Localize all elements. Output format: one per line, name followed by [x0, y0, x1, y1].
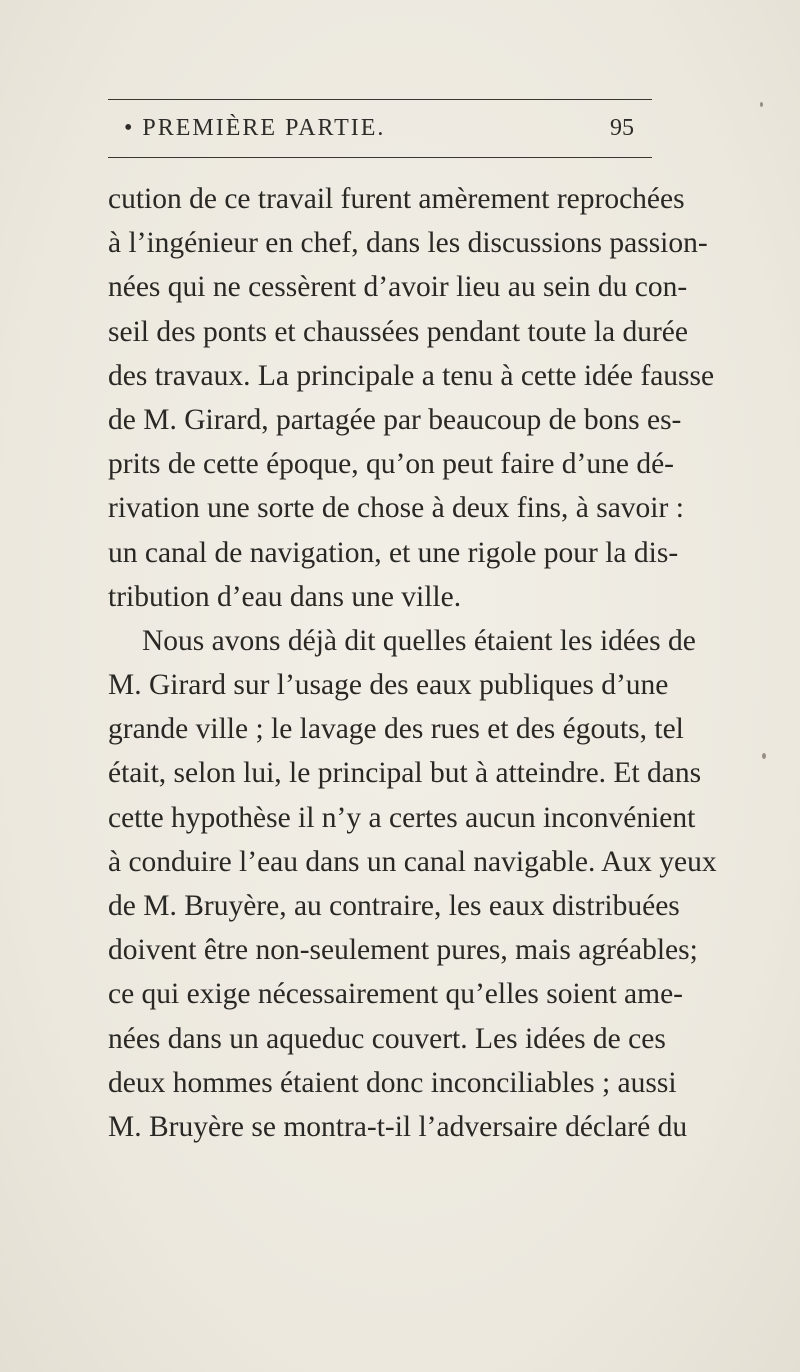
- text-line: de M. Bruyère, au contraire, les eaux distribuées: [108, 890, 680, 922]
- text-line: était, selon lui, le principal but à atteindre. Et dans: [108, 757, 702, 790]
- text-line: de M. Girard, partagée par beaucoup de bons es-: [108, 403, 682, 436]
- text-line: doivent être non-seulement pures, mais agréables;: [108, 934, 698, 967]
- header-top-rule: [108, 99, 652, 100]
- text-line: deux hommes étaient donc inconciliables ; aussi: [108, 1066, 677, 1099]
- text-line: ce qui exige nécessairement qu’elles soient ame-: [108, 978, 684, 1011]
- text-line: cette hypothèse il n’y a certes aucun inconvénient: [108, 801, 696, 834]
- text-line: prits de cette époque, qu’on peut faire d’une dé-: [108, 448, 675, 481]
- body-text: [108, 177, 717, 1149]
- paper-blemish: [760, 102, 763, 107]
- text-line: nées qui ne cessèrent d’avoir lieu au sein du con-: [108, 271, 688, 304]
- text-line: grande ville ; le lavage des rues et des égouts, tel: [108, 713, 684, 746]
- text-line: M. Girard sur l’usage des eaux publiques d’une: [108, 669, 669, 702]
- running-header-title: • PREMIÈRE PARTIE.: [124, 115, 386, 141]
- text-line: M. Bruyère se montra-t-il l’adversaire déclaré du: [108, 1110, 688, 1143]
- paper-blemish: [762, 753, 766, 759]
- header-bottom-rule: [108, 157, 652, 158]
- text-line: à conduire l’eau dans un canal navigable. Aux yeux: [108, 845, 717, 878]
- text-line: à l’ingénieur en chef, dans les discussions passion-: [108, 227, 708, 260]
- text-line: un canal de navigation, et une rigole pour la dis-: [108, 536, 679, 569]
- text-line: nées dans un aqueduc couvert. Les idées de ces: [108, 1022, 666, 1055]
- text-line: des travaux. La principale a tenu à cette idée fausse: [108, 359, 715, 392]
- text-line: rivation une sorte de chose à deux fins, à savoir :: [108, 492, 684, 525]
- text-line: cution de ce travail furent amèrement reprochées: [108, 183, 685, 215]
- page-number: 95: [610, 115, 634, 141]
- text-line: seil des ponts et chaussées pendant toute la durée: [108, 315, 688, 348]
- text-line: Nous avons déjà dit quelles étaient les idées de: [142, 624, 696, 657]
- text-line: tribution d’eau dans une ville.: [108, 580, 462, 613]
